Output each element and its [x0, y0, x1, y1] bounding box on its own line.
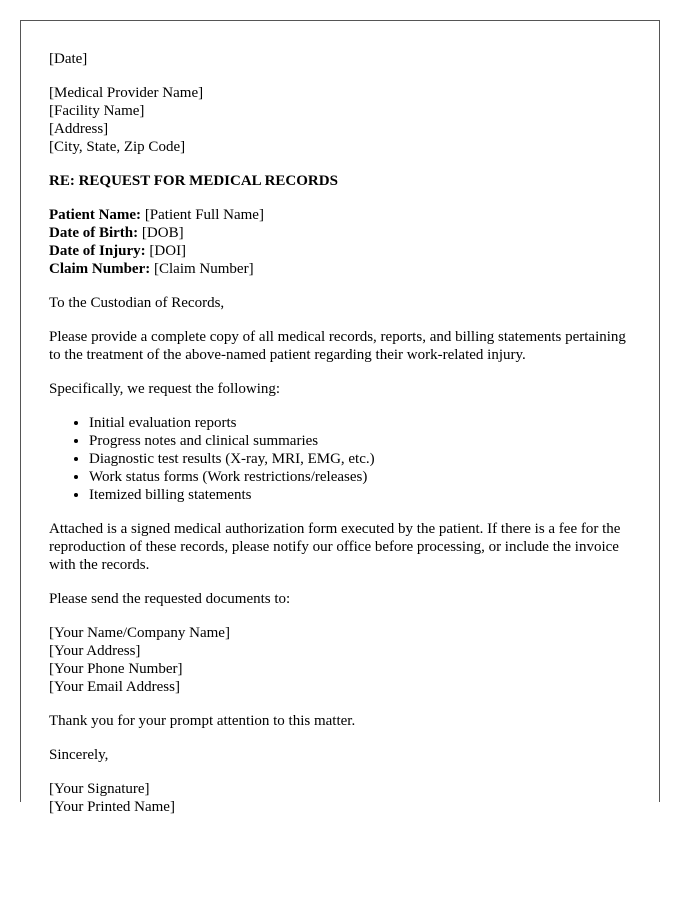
list-item: • Diagnostic test results (X-ray, MRI, EMG, etc.)	[89, 450, 639, 468]
patient-name-value: [Patient Full Name]	[144, 207, 264, 223]
list-item: • Initial evaluation reports	[89, 414, 639, 432]
patient-doi-label: Date of Injury:	[49, 243, 146, 259]
sender-email: [Your Email Address]	[49, 679, 180, 695]
patient-dob-row	[49, 224, 639, 242]
patient-info-block	[49, 206, 639, 278]
patient-claim-row	[49, 260, 639, 278]
authorization-note: Attached is a signed medical authorization form executed by the patient. If there is a fee for the reproduction of these records, please notify our office before processing, or include the invoice with the records.	[49, 521, 621, 573]
recipient-city-state-zip: [City, State, Zip Code]	[49, 139, 186, 155]
send-to-lead: Please send the requested documents to:	[49, 591, 291, 607]
recipient-address-block	[49, 84, 639, 156]
recipient-facility-name: [Facility Name]	[49, 103, 145, 119]
patient-claim-value: [Claim Number]	[154, 261, 254, 277]
printed-name-line: [Your Printed Name]	[49, 799, 175, 815]
letter-date: [Date]	[49, 51, 88, 67]
recipient-provider-name: [Medical Provider Name]	[49, 85, 204, 101]
signature-line: [Your Signature]	[49, 781, 150, 797]
patient-claim-label: Claim Number:	[49, 261, 151, 277]
sender-address: [Your Address]	[49, 643, 141, 659]
letter-page	[20, 20, 660, 815]
sender-name-company: [Your Name/Company Name]	[49, 625, 230, 641]
letter-closing: Sincerely,	[49, 747, 109, 763]
letter-salutation: To the Custodian of Records,	[49, 295, 225, 311]
patient-name-label: Patient Name:	[49, 207, 142, 223]
letter-body-intro: Please provide a complete copy of all medical records, reports, and billing statements pertaining to the treatment of the above-named patient regarding their work-related injury.	[49, 329, 626, 363]
signature-block	[49, 780, 639, 816]
request-list	[49, 414, 639, 504]
patient-name-row	[49, 206, 639, 224]
patient-dob-value: [DOB]	[141, 225, 184, 241]
sender-phone: [Your Phone Number]	[49, 661, 183, 677]
letter-content	[49, 50, 639, 832]
patient-doi-value: [DOI]	[149, 243, 187, 259]
letter-thanks: Thank you for your prompt attention to this matter.	[49, 713, 356, 729]
list-item: • Itemized billing statements	[89, 486, 639, 504]
sender-address-block	[49, 624, 639, 696]
letter-subject: RE: REQUEST FOR MEDICAL RECORDS	[49, 173, 338, 189]
request-lead: Specifically, we request the following:	[49, 381, 281, 397]
patient-dob-label: Date of Birth:	[49, 225, 139, 241]
list-item: • Work status forms (Work restrictions/releases)	[89, 468, 639, 486]
list-item: • Progress notes and clinical summaries	[89, 432, 639, 450]
recipient-address: [Address]	[49, 121, 109, 137]
patient-doi-row	[49, 242, 639, 260]
